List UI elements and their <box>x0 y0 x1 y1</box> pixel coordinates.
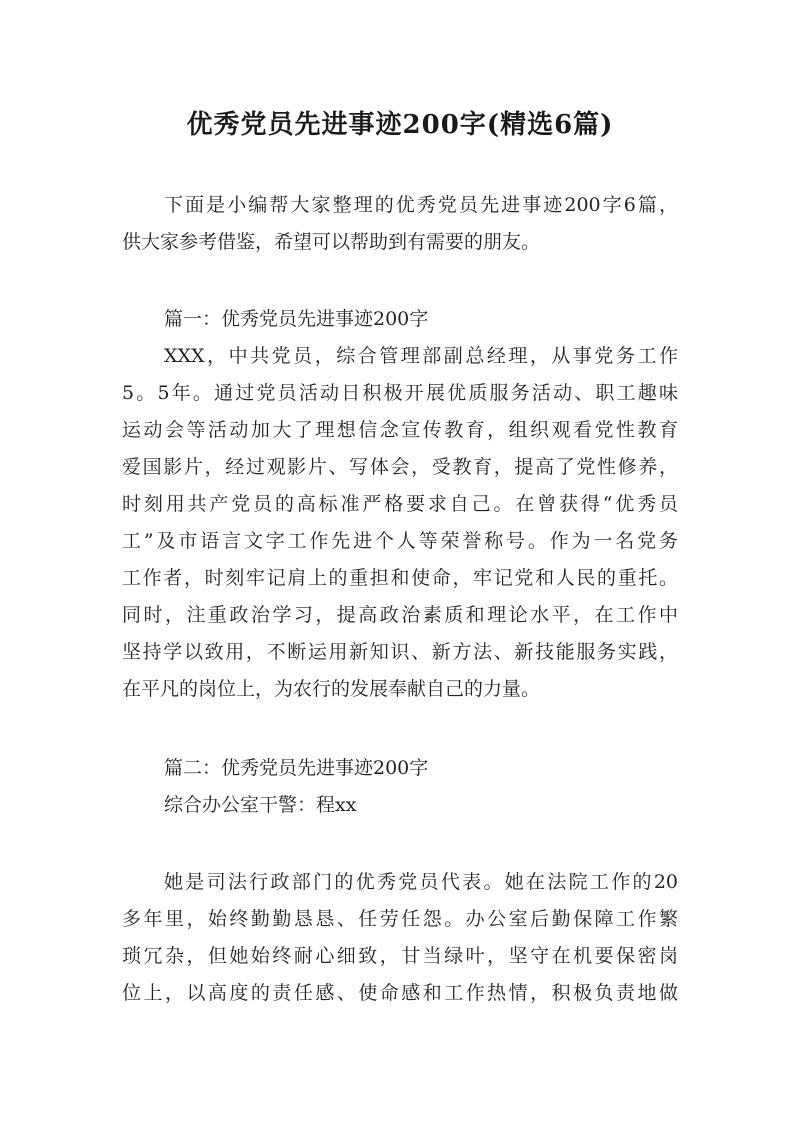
paragraph-line <box>0 449 800 485</box>
paragraph-line <box>0 901 800 937</box>
paragraph-line-text: 琐冗杂，但她始终耐心细致，甘当绿叶，坚守在机要保密岗 <box>122 945 678 967</box>
section-heading-text: 篇二：优秀党员先进事迹200字 <box>164 757 429 779</box>
paragraph-line-text: 工”及市语言文字工作先进个人等荣誉称号。作为一名党务 <box>122 530 678 552</box>
section-heading <box>0 750 800 786</box>
paragraph-line <box>0 486 800 522</box>
intro-line-text: 下面是小编帮大家整理的优秀党员先进事迹200字6篇， <box>164 194 678 216</box>
paragraph-line <box>0 523 800 559</box>
paragraph-line-text: 她是司法行政部门的优秀党员代表。她在法院工作的20 <box>164 871 678 893</box>
intro-line <box>0 224 800 260</box>
paragraph-line-text: 爱国影片，经过观影片、写体会，受教育，提高了党性修养， <box>122 456 678 478</box>
paragraph-line <box>0 634 800 670</box>
section-subheading <box>0 787 800 823</box>
paragraph-line <box>0 938 800 974</box>
paragraph-line-text: XXX，中共党员，综合管理部副总经理，从事党务工作 <box>164 345 678 367</box>
paragraph-line-text: 坚持学以致用，不断运用新知识、新方法、新技能服务实践， <box>122 641 678 663</box>
intro-line <box>0 187 800 223</box>
paragraph-line <box>0 375 800 411</box>
section-heading <box>0 301 800 337</box>
paragraph-line-text: 位上，以高度的责任感、使命感和工作热情，积极负责地做 <box>122 982 678 1004</box>
paragraph-line-text: 在平凡的岗位上，为农行的发展奉献自己的力量。 <box>122 678 541 700</box>
paragraph-line-text: 时刻用共产党员的高标准严格要求自己。在曾获得“优秀员 <box>122 493 678 515</box>
page-title: 优秀党员先进事迹200字(精选6篇) <box>186 110 614 140</box>
section-subheading-text: 综合办公室干警：程xx <box>164 794 357 816</box>
paragraph-line <box>0 560 800 596</box>
paragraph-line <box>0 338 800 374</box>
paragraph-line <box>0 864 800 900</box>
paragraph-line-text: 多年里，始终勤勤恳恳、任劳任怨。办公室后勤保障工作繁 <box>122 908 678 930</box>
paragraph-line <box>0 671 800 707</box>
paragraph-line-text: 同时，注重政治学习，提高政治素质和理论水平，在工作中 <box>122 604 678 626</box>
section-heading-text: 篇一：优秀党员先进事迹200字 <box>164 308 429 330</box>
paragraph-line <box>0 975 800 1011</box>
paragraph-line-text: 5。5年。通过党员活动日积极开展优质服务活动、职工趣味 <box>122 382 678 404</box>
paragraph-line <box>0 412 800 448</box>
intro-line-text: 供大家参考借鉴，希望可以帮助到有需要的朋友。 <box>122 231 541 253</box>
paragraph-line-text: 运动会等活动加大了理想信念宣传教育，组织观看党性教育 <box>122 419 678 441</box>
paragraph-line <box>0 597 800 633</box>
paragraph-line-text: 工作者，时刻牢记肩上的重担和使命，牢记党和人民的重托。 <box>122 567 678 589</box>
